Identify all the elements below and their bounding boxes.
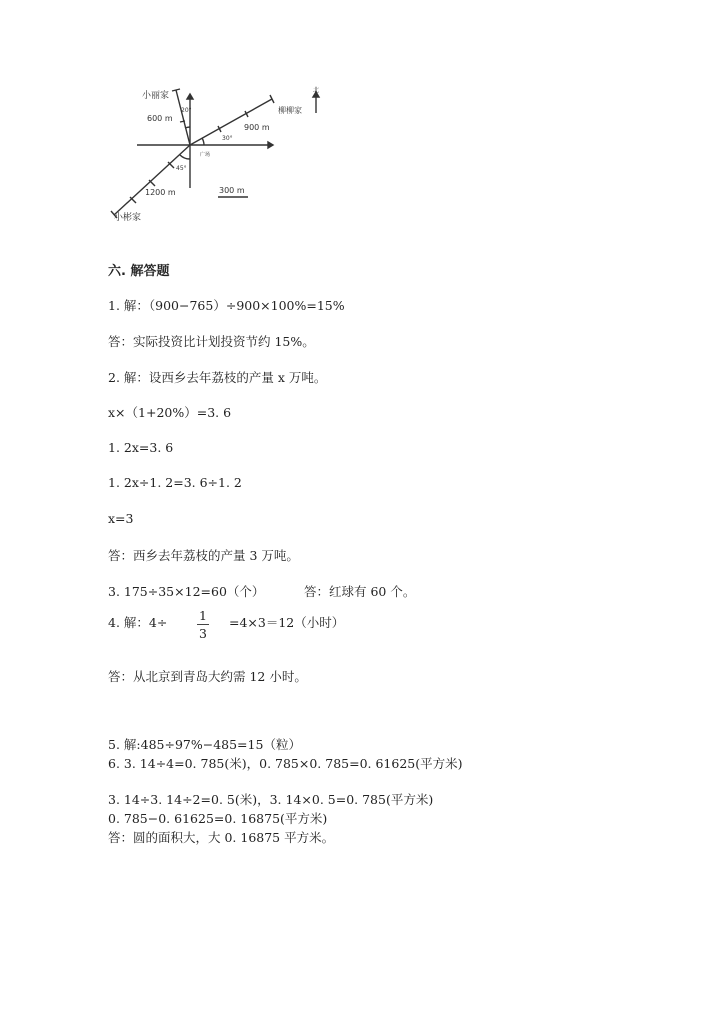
answer-line-3: 2. 解：设西乡去年荔枝的产量 x 万吨。 <box>108 370 327 385</box>
answer-line-10a: 4. 解：4÷ <box>108 615 168 630</box>
answer-line-11: 答：从北京到青岛大约需 12 小时。 <box>108 669 307 684</box>
label-angle-45: 45° <box>176 165 187 172</box>
answer-line-16: 答：圆的面积大，大 0. 16875 平方米。 <box>108 830 335 845</box>
answer-line-9a: 3. 175÷35×12=60（个） <box>108 584 265 599</box>
answer-line-2: 答：实际投资比计划投资节约 15%。 <box>108 334 315 349</box>
answer-line-13: 6. 3. 14÷4=0. 785(米)，0. 785×0. 785=0. 61625(平方米) <box>108 756 463 771</box>
label-angle-30: 30° <box>222 135 233 142</box>
label-xiaoli: 小丽家 <box>142 91 170 101</box>
north-arrow-head <box>187 94 193 99</box>
answer-line-15: 0. 785−0. 61625=0. 16875(平方米) <box>108 811 328 826</box>
fraction-one-third <box>197 608 209 641</box>
label-900m: 900 m <box>244 123 270 132</box>
label-square: 广场 <box>200 152 211 158</box>
answer-line-7: x=3 <box>108 511 134 526</box>
direction-diagram <box>100 80 340 230</box>
label-liuliu: 柳柳家 <box>278 106 302 115</box>
answer-line-12: 5. 解:485÷97%−485=15（粒） <box>108 737 301 752</box>
fraction-denominator: 3 <box>199 626 207 641</box>
answer-line-4: x×（1+20%）=3. 6 <box>108 405 232 420</box>
path-to-xiaobin <box>114 145 190 215</box>
label-scale: 300 m <box>219 186 245 195</box>
label-xiaobin: 小彬家 <box>114 213 142 223</box>
label-angle-20: 20° <box>181 107 192 114</box>
answer-line-5: 1. 2x=3. 6 <box>108 440 174 455</box>
answer-line-1: 1. 解：（900−765）÷900×100%=15% <box>108 298 345 313</box>
label-north: 北 <box>313 87 320 94</box>
section-title: 六. 解答题 <box>108 264 170 279</box>
fraction-bar <box>197 624 209 625</box>
east-arrow <box>268 142 273 148</box>
label-600m: 600 m <box>147 114 173 123</box>
label-1200m: 1200 m <box>145 188 176 197</box>
answer-line-10b: =4×3＝12（小时） <box>229 615 345 630</box>
answer-line-9b: 答：红球有 60 个。 <box>304 584 416 599</box>
answer-line-8: 答：西乡去年荔枝的产量 3 万吨。 <box>108 548 299 563</box>
answer-line-6: 1. 2x÷1. 2=3. 6÷1. 2 <box>108 475 242 490</box>
diagram-svg <box>100 80 340 230</box>
answer-line-14: 3. 14÷3. 14÷2=0. 5(米)，3. 14×0. 5=0. 785(平方米) <box>108 792 434 807</box>
fraction-numerator: 1 <box>199 608 207 623</box>
